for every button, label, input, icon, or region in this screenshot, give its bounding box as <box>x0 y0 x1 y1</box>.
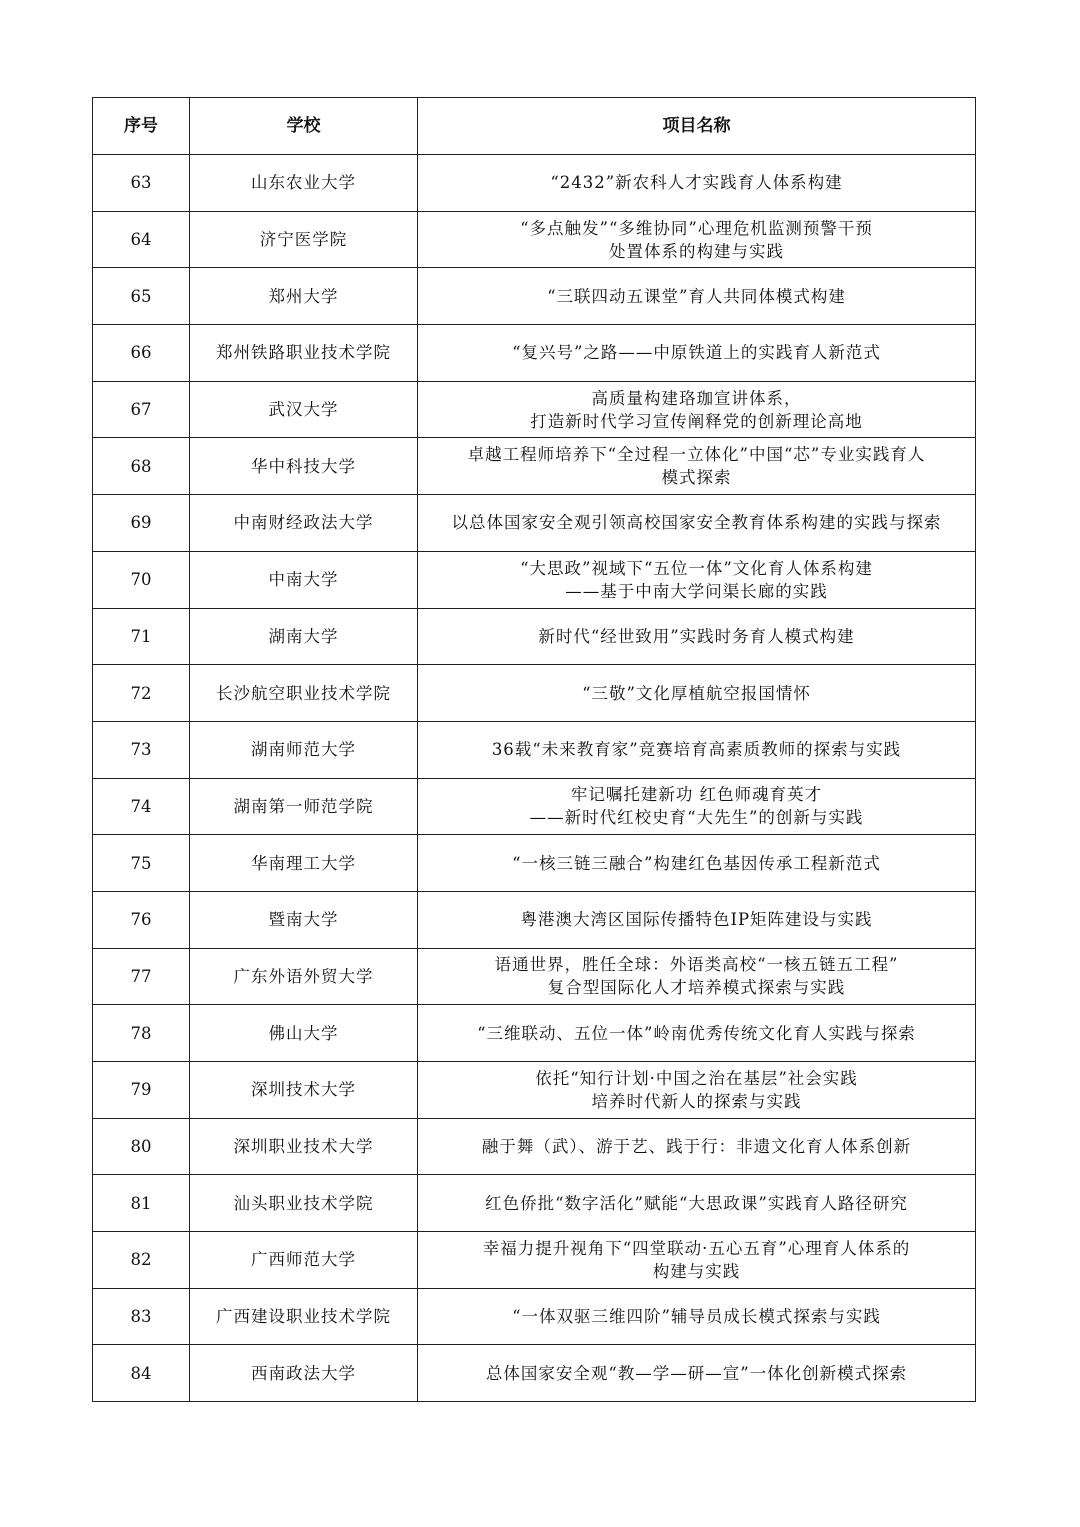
table-header-row <box>93 98 976 155</box>
row-school: 湖南第一师范学院 <box>190 778 418 835</box>
table-row <box>93 211 976 268</box>
row-number: 74 <box>93 778 190 835</box>
row-number: 82 <box>93 1232 190 1289</box>
row-number: 71 <box>93 608 190 665</box>
row-project: 粤港澳大湾区国际传播特色IP矩阵建设与实践 <box>418 891 976 948</box>
row-project: 幸福力提升视角下“四堂联动·五心五育”心理育人体系的 构建与实践 <box>418 1232 976 1289</box>
table-row <box>93 438 976 495</box>
row-number: 73 <box>93 721 190 778</box>
row-school: 湖南大学 <box>190 608 418 665</box>
table-row <box>93 608 976 665</box>
table-body <box>93 155 976 1402</box>
row-project: “三敬”文化厚植航空报国情怀 <box>418 665 976 722</box>
table-row <box>93 1005 976 1062</box>
row-project: 卓越工程师培养下“全过程一立体化”中国“芯”专业实践育人 模式探索 <box>418 438 976 495</box>
row-number: 83 <box>93 1288 190 1345</box>
row-school: 武汉大学 <box>190 381 418 438</box>
row-school: 佛山大学 <box>190 1005 418 1062</box>
row-school: 华南理工大学 <box>190 835 418 892</box>
row-project: 新时代“经世致用”实践时务育人模式构建 <box>418 608 976 665</box>
row-number: 78 <box>93 1005 190 1062</box>
row-number: 70 <box>93 551 190 608</box>
row-project: 融于舞（武）、游于艺、践于行：非遗文化育人体系创新 <box>418 1118 976 1175</box>
row-school: 暨南大学 <box>190 891 418 948</box>
header-number: 序号 <box>93 98 190 155</box>
row-number: 63 <box>93 155 190 212</box>
table-row <box>93 551 976 608</box>
header-school: 学校 <box>190 98 418 155</box>
table-row <box>93 495 976 552</box>
row-project: “复兴号”之路——中原铁道上的实践育人新范式 <box>418 325 976 382</box>
row-school: 中南大学 <box>190 551 418 608</box>
table-row <box>93 1118 976 1175</box>
row-number: 72 <box>93 665 190 722</box>
row-number: 75 <box>93 835 190 892</box>
row-school: 郑州铁路职业技术学院 <box>190 325 418 382</box>
table-row <box>93 891 976 948</box>
row-school: 汕头职业技术学院 <box>190 1175 418 1232</box>
row-number: 84 <box>93 1345 190 1402</box>
table-row <box>93 1062 976 1119</box>
row-school: 广西建设职业技术学院 <box>190 1288 418 1345</box>
row-project: “三联四动五课堂”育人共同体模式构建 <box>418 268 976 325</box>
row-project: “一核三链三融合”构建红色基因传承工程新范式 <box>418 835 976 892</box>
row-project: 红色侨批“数字活化”赋能“大思政课”实践育人路径研究 <box>418 1175 976 1232</box>
row-school: 西南政法大学 <box>190 1345 418 1402</box>
row-school: 广东外语外贸大学 <box>190 948 418 1005</box>
table-row <box>93 381 976 438</box>
row-school: 深圳职业技术大学 <box>190 1118 418 1175</box>
row-project: “大思政”视域下“五位一体”文化育人体系构建 ——基于中南大学问渠长廊的实践 <box>418 551 976 608</box>
row-school: 山东农业大学 <box>190 155 418 212</box>
row-number: 76 <box>93 891 190 948</box>
row-project: 高质量构建珞珈宣讲体系， 打造新时代学习宣传阐释党的创新理论高地 <box>418 381 976 438</box>
row-school: 广西师范大学 <box>190 1232 418 1289</box>
row-number: 64 <box>93 211 190 268</box>
row-project: 以总体国家安全观引领高校国家安全教育体系构建的实践与探索 <box>418 495 976 552</box>
row-school: 深圳技术大学 <box>190 1062 418 1119</box>
row-project: “2432”新农科人才实践育人体系构建 <box>418 155 976 212</box>
table-row <box>93 835 976 892</box>
row-number: 66 <box>93 325 190 382</box>
table-row <box>93 268 976 325</box>
table-row <box>93 155 976 212</box>
row-number: 68 <box>93 438 190 495</box>
row-number: 77 <box>93 948 190 1005</box>
row-number: 79 <box>93 1062 190 1119</box>
row-school: 郑州大学 <box>190 268 418 325</box>
row-school: 中南财经政法大学 <box>190 495 418 552</box>
table-row <box>93 325 976 382</box>
row-school: 华中科技大学 <box>190 438 418 495</box>
table-row <box>93 1232 976 1289</box>
row-number: 65 <box>93 268 190 325</box>
row-number: 69 <box>93 495 190 552</box>
table-row <box>93 1345 976 1402</box>
row-project: “多点触发”“多维协同”心理危机监测预警干预 处置体系的构建与实践 <box>418 211 976 268</box>
table-row <box>93 1288 976 1345</box>
row-project: 36载“未来教育家”竞赛培育高素质教师的探索与实践 <box>418 721 976 778</box>
row-project: “三维联动、五位一体”岭南优秀传统文化育人实践与探索 <box>418 1005 976 1062</box>
header-project: 项目名称 <box>418 98 976 155</box>
table-row <box>93 948 976 1005</box>
row-number: 67 <box>93 381 190 438</box>
row-project: 语通世界，胜任全球：外语类高校“一核五链五工程” 复合型国际化人才培养模式探索与实践 <box>418 948 976 1005</box>
row-number: 81 <box>93 1175 190 1232</box>
row-project: 依托“知行计划·中国之治在基层”社会实践 培养时代新人的探索与实践 <box>418 1062 976 1119</box>
table-row <box>93 1175 976 1232</box>
row-school: 济宁医学院 <box>190 211 418 268</box>
row-project: 总体国家安全观“教—学—研—宣”一体化创新模式探索 <box>418 1345 976 1402</box>
row-project: “一体双驱三维四阶”辅导员成长模式探索与实践 <box>418 1288 976 1345</box>
table-row <box>93 721 976 778</box>
row-number: 80 <box>93 1118 190 1175</box>
row-school: 湖南师范大学 <box>190 721 418 778</box>
row-school: 长沙航空职业技术学院 <box>190 665 418 722</box>
table-row <box>93 778 976 835</box>
table-row <box>93 665 976 722</box>
row-project: 牢记嘱托建新功 红色师魂育英才 ——新时代红校史育“大先生”的创新与实践 <box>418 778 976 835</box>
project-table <box>92 97 976 1402</box>
